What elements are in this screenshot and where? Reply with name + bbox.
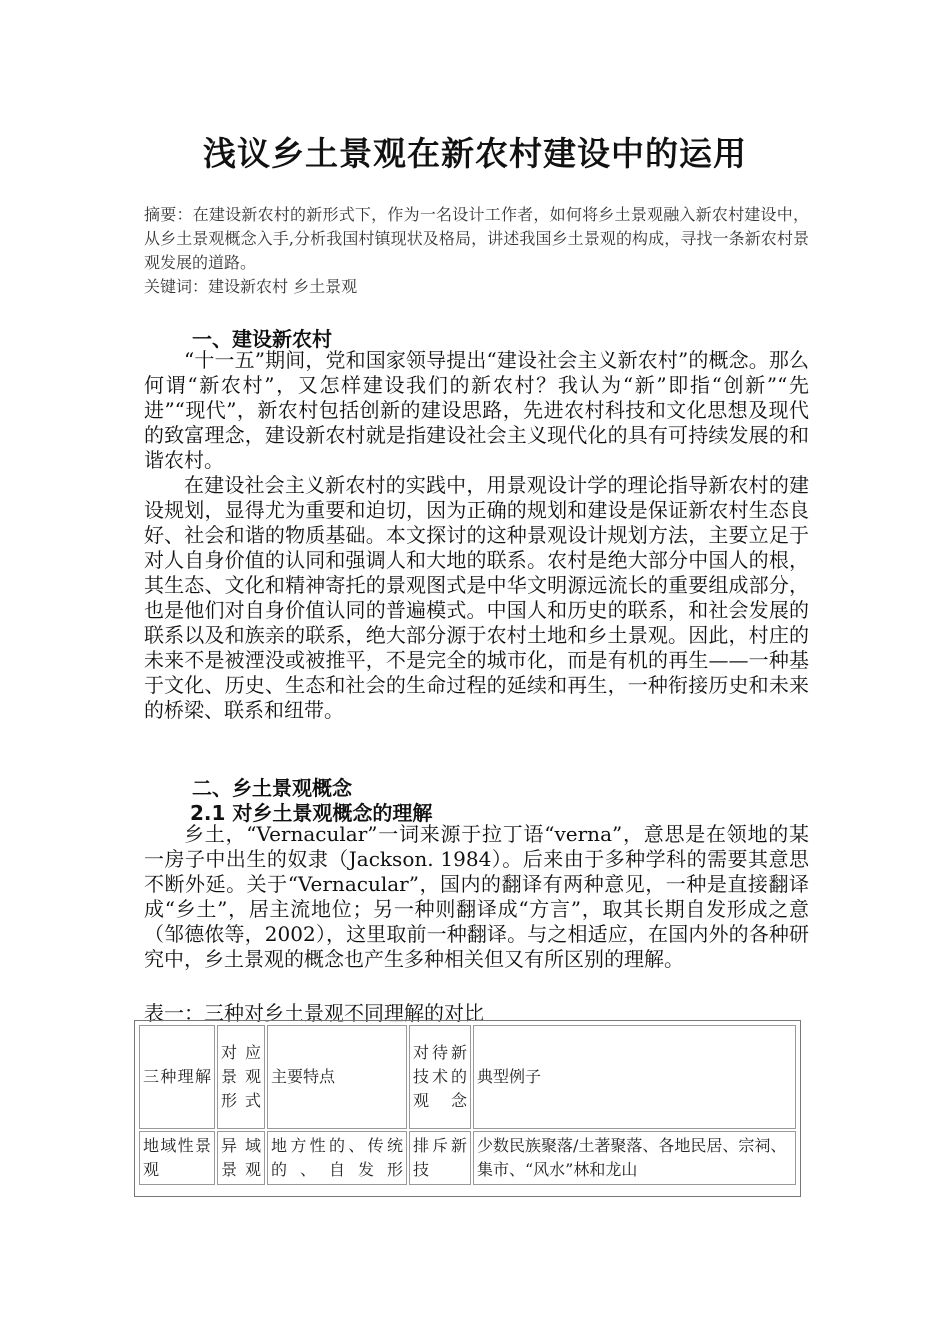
section1-paragraph-2: 在建设社会主义新农村的实践中，用景观设计学的理论指导新农村的建设规划，显得尤为重要和迫切，因为正确的规划和建设是保证新农村生态良好、社会和谐的物质基础。本文探讨的这种景观设计规划方法，主要立足于对人自身价值的认同和强调人和大地的联系。农村是绝大部分中国人的根，其生态、文化和精神寄托的景观图式是中华文明源远流长的重要组成部分，也是他们对自身价值认同的普遍模式。中国人和历史的联系，和社会发展的联系以及和族亲的联系，绝大部分源于农村土地和乡土景观。因此，村庄的未来不是被湮没或被推平，不是完全的城市化，而是有机的再生——一种基于文化、历史、生态和社会的生命过程的延续和再生，一种衔接历史和未来的桥梁、联系和纽带。 bbox=[144, 473, 809, 722]
section2-paragraph: 乡土，“Vernacular”一词来源于拉丁语“verna”，意思是在领地的某一房子中出生的奴隶（Jackson. 1984）。后来由于多种学科的需要其意思不断外延。关于“Vernacular”，国内的翻译有两种意见，一种是直接翻译成“乡土”，居主流地位；另一种则翻译成“方言”，取其长期自发形成之意（邹德侬等，2002），这里取前一种翻译。与之相适应，在国内外的各种研究中，乡土景观的概念也产生多种相关但又有所区别的理解。 bbox=[144, 822, 809, 971]
abstract-text: 摘要：在建设新农村的新形式下，作为一名设计工作者，如何将乡土景观融入新农村建设中，从乡土景观概念入手,分析我国村镇现状及格局，讲述我国乡土景观的构成，寻找一条新农村景观发展的道路。 bbox=[144, 205, 809, 272]
table-cell: 地域性景观 bbox=[139, 1131, 215, 1185]
section2-heading: 二、乡土景观概念 bbox=[192, 776, 352, 800]
table-cell: 异域景观 bbox=[217, 1131, 265, 1185]
table-caption: 表一：三种对乡土景观不同理解的对比 bbox=[144, 1001, 484, 1025]
table-header-cell: 对应景观形式 bbox=[217, 1025, 265, 1129]
document-title: 浅议乡土景观在新农村建设中的运用 bbox=[203, 134, 747, 173]
keywords-line: 关键词：建设新农村 乡土景观 bbox=[144, 277, 358, 296]
table-row bbox=[139, 1131, 796, 1185]
table-header-cell: 对待新技术的观念 bbox=[409, 1025, 471, 1129]
table-cell: 排斥新技 bbox=[409, 1131, 471, 1185]
section1-body bbox=[144, 348, 809, 723]
table-cell: 少数民族聚落/土著聚落、各地民居、宗祠、集市、“风水”林和龙山 bbox=[473, 1131, 796, 1185]
section1-paragraph-1: “十一五”期间，党和国家领导提出“建设社会主义新农村”的概念。那么何谓“新农村”，又怎样建设我们的新农村？我认为“新”即指“创新”“先进”“现代”，新农村包括创新的建设思路，先进农村科技和文化思想及现代的致富理念，建设新农村就是指建设社会主义现代化的具有可持续发展的和谐农村。 bbox=[144, 348, 809, 472]
table-cell: 地方性的、传统的、自发形 bbox=[267, 1131, 407, 1185]
comparison-table bbox=[134, 1020, 801, 1197]
section2-body bbox=[144, 822, 809, 972]
table-header-row bbox=[139, 1025, 796, 1129]
table-header-cell: 主要特点 bbox=[267, 1025, 407, 1129]
section1-heading: 一、建设新农村 bbox=[192, 327, 332, 351]
table-header-cell: 三种理解 bbox=[139, 1025, 215, 1129]
section2-subheading: 2.1 对乡土景观概念的理解 bbox=[190, 801, 433, 825]
table-header-cell: 典型例子 bbox=[473, 1025, 796, 1129]
abstract-block bbox=[144, 203, 809, 299]
